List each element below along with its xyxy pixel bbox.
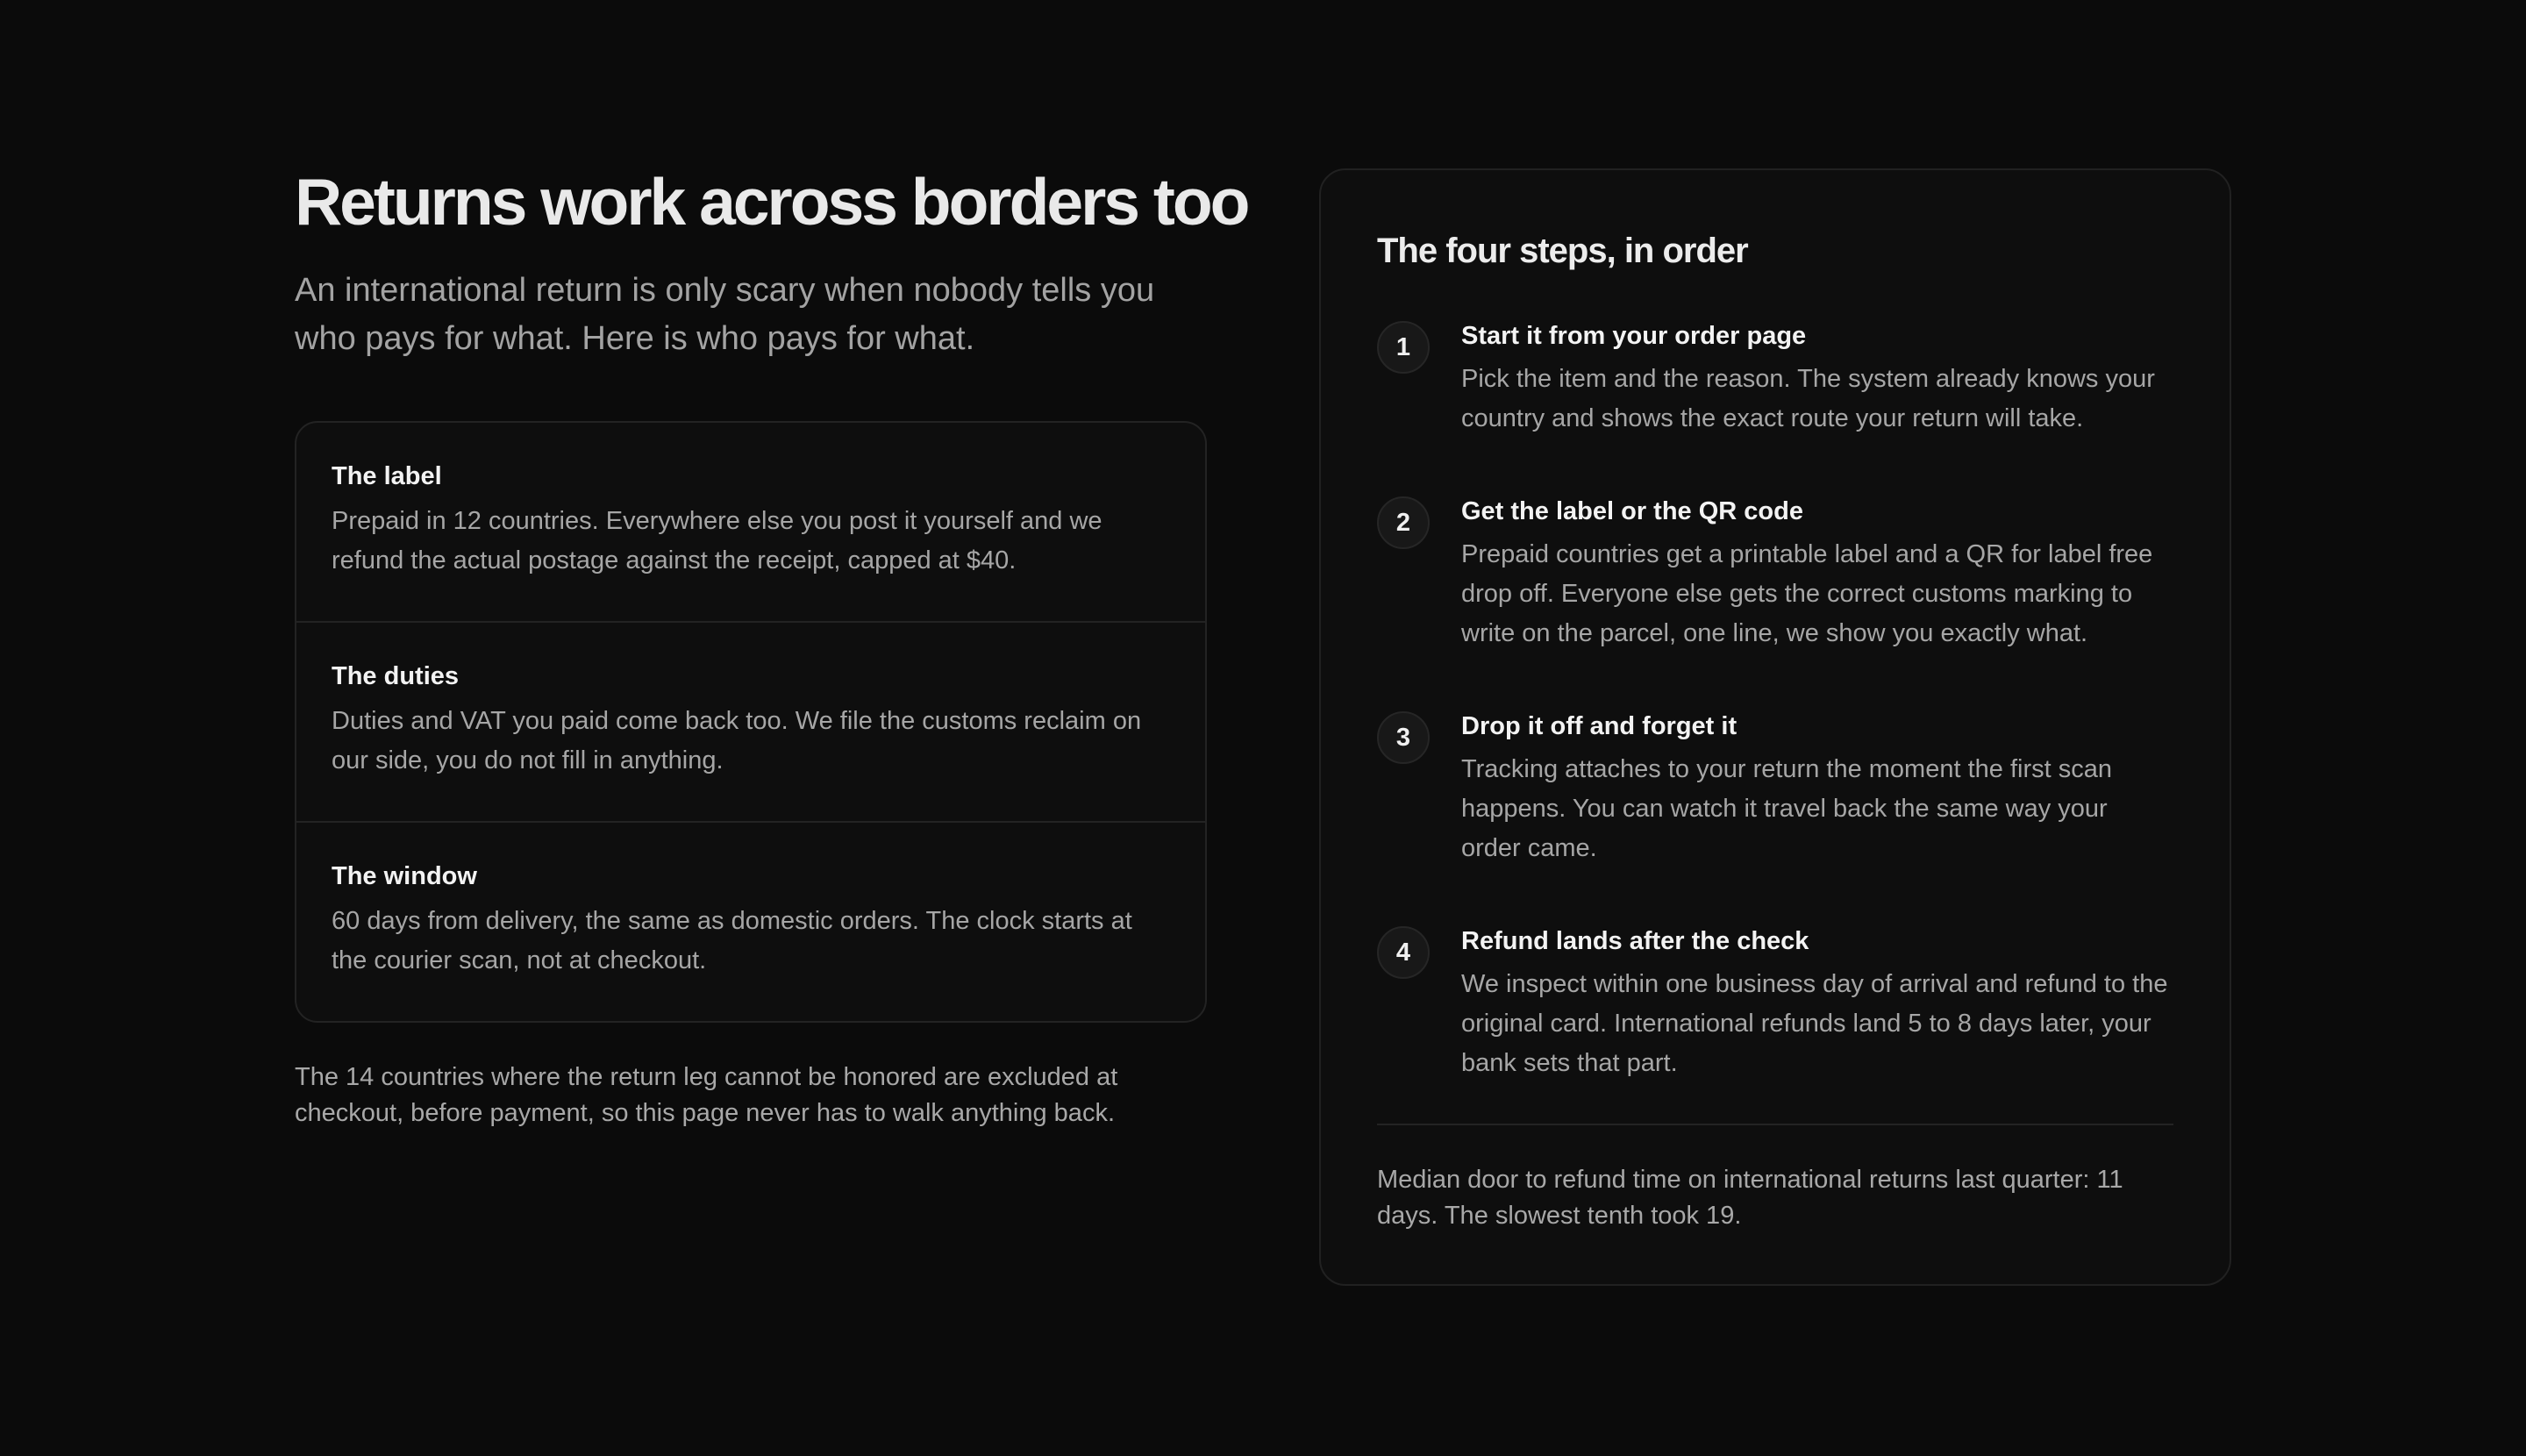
fact-title: The window: [332, 862, 477, 890]
facts-card: [295, 421, 1207, 1023]
fact-duties: [296, 623, 1205, 823]
step-title: Start it from your order page: [1461, 322, 1807, 350]
step-body: Pick the item and the reason. The system already knows your country and shows the exact route your return will take.: [1461, 365, 2155, 432]
step-body: Prepaid countries get a printable label and a QR for label free drop off. Everyone else gets the correct customs marking to write on the parcel, one line, we show you exactly what.: [1461, 540, 2153, 647]
step-number-badge: 3: [1377, 711, 1430, 764]
step-text: [1461, 924, 2173, 1083]
step-body: We inspect within one business day of arrival and refund to the original card. International refunds land 5 to 8 days later, your bank sets that part.: [1461, 970, 2168, 1077]
excluded-countries-note: The 14 countries where the return leg cannot be honored are excluded at checkout, before payment, so this page never has to walk anything back.: [295, 1063, 1118, 1127]
step-number-badge: 1: [1377, 321, 1430, 374]
step-title: Get the label or the QR code: [1461, 497, 1803, 525]
fact-window: [296, 823, 1205, 1021]
step-item: [1377, 924, 2173, 1083]
step-item: [1377, 710, 2173, 868]
step-item: [1377, 319, 2173, 439]
fact-label: [296, 423, 1205, 623]
page-title: Returns work across borders too: [295, 165, 1248, 239]
page-subtitle: An international return is only scary when nobody tells you who pays for what. Here is who pays for what.: [295, 272, 1155, 357]
fact-body: 60 days from delivery, the same as domestic orders. The clock starts at the courier scan, not at checkout.: [332, 907, 1132, 974]
step-body: Tracking attaches to your return the moment the first scan happens. You can watch it travel back the same way your order came.: [1461, 755, 2112, 862]
step-text: [1461, 710, 2173, 868]
fact-body: Prepaid in 12 countries. Everywhere else you post it yourself and we refund the actual postage against the receipt, capped at $40.: [332, 507, 1102, 575]
step-text: [1461, 495, 2173, 653]
step-number-badge: 2: [1377, 496, 1430, 549]
intro-section: [295, 163, 1248, 1131]
steps-list: [1377, 319, 2173, 1083]
fact-body: Duties and VAT you paid come back too. We file the customs reclaim on our side, you do not fill in anything.: [332, 707, 1142, 774]
step-text: [1461, 319, 2173, 439]
step-item: [1377, 495, 2173, 653]
steps-card: [1319, 168, 2231, 1286]
steps-title: The four steps, in order: [1377, 232, 1748, 270]
refund-time-stat: Median door to refund time on international returns last quarter: 11 days. The slowest tenth took 19.: [1377, 1166, 2123, 1230]
step-title: Drop it off and forget it: [1461, 712, 1738, 740]
step-title: Refund lands after the check: [1461, 927, 1809, 955]
step-number-badge: 4: [1377, 926, 1430, 979]
fact-title: The label: [332, 462, 442, 490]
divider: [1377, 1124, 2173, 1125]
fact-title: The duties: [332, 662, 460, 690]
